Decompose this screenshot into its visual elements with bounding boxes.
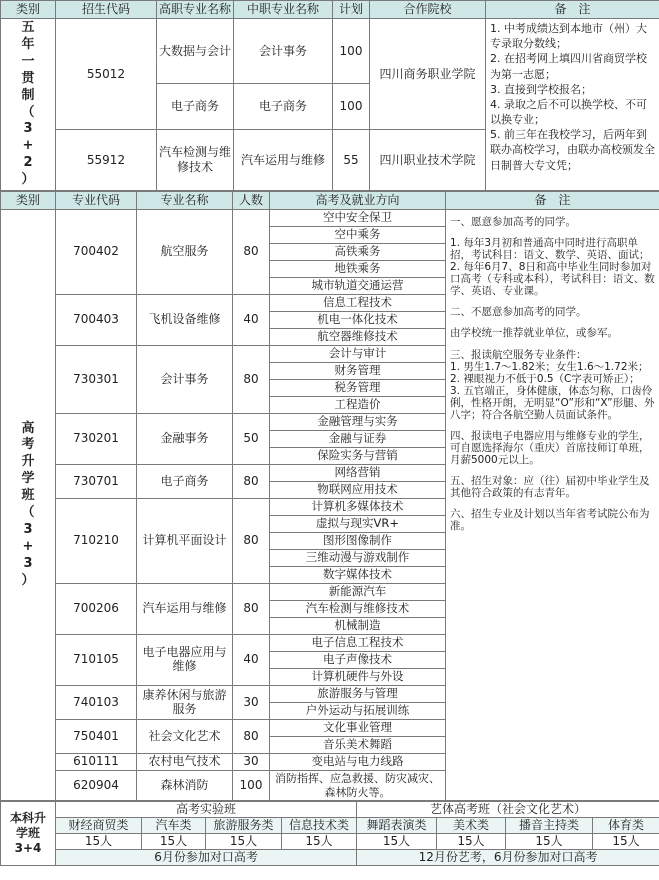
undergrad-title-row [1,802,659,818]
class-count: 15人 [282,834,357,850]
career-direction: 文化事业管理 [270,720,446,737]
header-category: 类别 [1,1,56,19]
art-sports-exam-note: 12月份艺考，6月份参加对口高考 [357,850,659,866]
secondary-major: 汽车运用与维修 [234,130,333,191]
class-name: 舞蹈表演类 [357,818,437,834]
major-name: 会计事务 [137,346,233,414]
college-major: 大数据与会计 [157,19,234,84]
class-name: 体育类 [593,818,659,834]
header-remarks: 备 注 [446,192,659,210]
class-name: 汽车类 [142,818,206,834]
note-line: 4. 录取之后不可以换学校、不可以换专业； [490,97,647,127]
career-direction: 变电站与电力线路 [270,754,446,771]
student-count: 80 [233,210,270,295]
note-line: 2. 每年6月7、8日和高中毕业生同时参加对口高考（专科或本科），考试科目：语文、数学、英语、专业课。 [450,261,655,298]
class-count: 15人 [437,834,506,850]
major-name: 康养休闲与旅游服务 [137,686,233,720]
student-count: 80 [233,584,270,635]
class-name: 播音主持类 [506,818,593,834]
major-code: 730301 [56,346,137,414]
undergrad-count-row [1,834,659,850]
career-direction: 物联网应用技术 [270,482,446,499]
gaokao-category: 高考升学班（3+3） [1,210,56,801]
career-direction: 机电一体化技术 [270,312,446,329]
note-line: 五、招生对象：应（往）届初中毕业学生及其他符合政策的有志青年。 [450,475,650,500]
experimental-exam-note: 6月份参加对口高考 [56,850,357,866]
career-direction: 图形图像制作 [270,533,446,550]
career-direction: 计算机硬件与外设 [270,669,446,686]
header-plan: 计划 [333,1,370,19]
partner-college: 四川职业技术学院 [370,130,486,191]
college-major: 汽车检测与维修技术 [157,130,234,191]
career-direction: 财务管理 [270,363,446,380]
major-name: 农村电气技术 [137,754,233,771]
major-code: 730201 [56,414,137,465]
student-count: 80 [233,346,270,414]
major-code: 700402 [56,210,137,295]
header-college-major: 高职专业名称 [157,1,234,19]
career-direction: 电子信息工程技术 [270,635,446,652]
class-count: 15人 [142,834,206,850]
career-direction: 税务管理 [270,380,446,397]
career-direction: 空中乘务 [270,227,446,244]
enroll-code: 55912 [56,130,157,191]
major-code: 750401 [56,720,137,754]
note-line: 1. 中考成绩达到本地市（州）大专录取分数线； [490,22,647,51]
career-direction: 虚拟与现实VR+ [270,516,446,533]
student-count: 80 [233,465,270,499]
five-year-table [0,0,659,191]
undergrad-class-row [1,818,659,834]
header-major-code: 专业代码 [56,192,137,210]
career-direction: 消防指挥、应急救援、防灾减灾、森林防火等。 [270,771,446,801]
header-partner-college: 合作院校 [370,1,486,19]
career-direction: 金融与证券 [270,431,446,448]
table-row [1,19,659,84]
career-direction: 音乐美术舞蹈 [270,737,446,754]
student-count: 80 [233,499,270,584]
note-line: 四、报读电子电器应用与维修专业的学生，可自愿选择海尔（重庆）首席技师订单班，月薪5000元以上。 [450,429,650,466]
career-direction: 会计与审计 [270,346,446,363]
art-sports-class-title: 艺体高考班（社会文化艺术） [357,802,659,818]
experimental-class-title: 高考实验班 [56,802,357,818]
note-line: 5. 前三年在我校学习，后两年到联办高校学习，由联办高校颁发全日制普大专文凭； [490,128,655,172]
gaokao-notes [446,210,659,801]
note-line: 二、不愿意参加高考的同学。 [450,306,587,319]
student-count: 30 [233,686,270,720]
class-count: 15人 [357,834,437,850]
class-name: 信息技术类 [282,818,357,834]
five-year-header-row [1,1,659,19]
table-row [1,210,659,227]
gaokao-header-row [1,192,659,210]
career-direction: 三维动漫与游戏制作 [270,550,446,567]
class-count: 15人 [506,834,593,850]
note-line: 三、报读航空服务专业条件： [450,348,587,361]
career-direction: 高铁乘务 [270,244,446,261]
note-line: 由学校统一推荐就业单位，或参军。 [450,327,618,340]
secondary-major: 电子商务 [234,84,333,130]
gaokao-table [0,191,659,801]
header-secondary-major: 中职专业名称 [234,1,333,19]
career-direction: 户外运动与拓展训练 [270,703,446,720]
header-major-name: 专业名称 [137,192,233,210]
header-enroll-code: 招生代码 [56,1,157,19]
major-code: 710210 [56,499,137,584]
career-direction: 地铁乘务 [270,261,446,278]
plan-count: 55 [333,130,370,191]
note-line: 3. 直接到学校报名； [490,82,592,96]
career-direction: 数字媒体技术 [270,567,446,584]
career-direction: 电子声像技术 [270,652,446,669]
undergrad-category: 本科升学班3+4 [1,802,56,866]
major-name: 电子商务 [137,465,233,499]
career-direction: 机械制造 [270,618,446,635]
career-direction: 新能源汽车 [270,584,446,601]
major-name: 飞机设备维修 [137,295,233,346]
note-line: 一、愿意参加高考的同学。 [450,216,576,228]
note-line: 3. 五官端正，身体健康，体态匀称，口齿伶俐，性格开朗，无明显“O”形和“X”形腿、外八字；符合各航空勤人员面试条件。 [450,384,655,421]
note-line: 六、招生专业及计划以当年省考试院公布为准。 [450,508,650,533]
plan-count: 100 [333,84,370,130]
career-direction: 计算机多媒体技术 [270,499,446,516]
major-name: 社会文化艺术 [137,720,233,754]
major-code: 610111 [56,754,137,771]
secondary-major: 会计事务 [234,19,333,84]
career-direction: 保险实务与营销 [270,448,446,465]
note-line: 2. 在招考网上填四川省商贸学校为第一志愿； [490,52,647,81]
career-direction: 信息工程技术 [270,295,446,312]
career-direction: 工程造价 [270,397,446,414]
note-line: 1. 每年3月初和普通高中同时进行高职单招，考试科目：语文、数学、英语、面试； [450,237,650,262]
partner-college: 四川商务职业学院 [370,19,486,130]
major-name: 电子电器应用与维修 [137,635,233,686]
class-name: 旅游服务类 [206,818,282,834]
undergrad-exam-row [1,850,659,866]
college-major: 电子商务 [157,84,234,130]
major-name: 航空服务 [137,210,233,295]
plan-count: 100 [333,19,370,84]
student-count: 100 [233,771,270,801]
career-direction: 金融管理与实务 [270,414,446,431]
major-name: 金融事务 [137,414,233,465]
header-category: 类别 [1,192,56,210]
class-name: 美术类 [437,818,506,834]
major-code: 700206 [56,584,137,635]
class-count: 15人 [56,834,142,850]
five-year-notes [486,19,659,191]
header-remarks: 备 注 [486,1,659,19]
career-direction: 航空器维修技术 [270,329,446,346]
class-name: 财经商贸类 [56,818,142,834]
student-count: 50 [233,414,270,465]
header-direction: 高考及就业方向 [270,192,446,210]
student-count: 80 [233,720,270,754]
career-direction: 城市轨道交通运营 [270,278,446,295]
class-count: 15人 [206,834,282,850]
career-direction: 空中安全保卫 [270,210,446,227]
enroll-code: 55012 [56,19,157,130]
student-count: 40 [233,295,270,346]
major-code: 620904 [56,771,137,801]
note-line: 1. 男生1.7～1.82米；女生1.6～1.72米； [450,360,649,373]
career-direction: 汽车检测与维修技术 [270,601,446,618]
five-year-category: 五年一贯制（3+2） [1,19,56,191]
student-count: 30 [233,754,270,771]
note-line: 2. 裸眼视力不低于0.5（C字表可矫正）； [450,372,640,385]
major-code: 740103 [56,686,137,720]
class-count: 15人 [593,834,659,850]
major-code: 700403 [56,295,137,346]
career-direction: 旅游服务与管理 [270,686,446,703]
student-count: 40 [233,635,270,686]
major-name: 森林消防 [137,771,233,801]
major-name: 汽车运用与维修 [137,584,233,635]
undergrad-table [0,801,659,866]
career-direction: 网络营销 [270,465,446,482]
header-count: 人数 [233,192,270,210]
major-code: 710105 [56,635,137,686]
major-name: 计算机平面设计 [137,499,233,584]
major-code: 730701 [56,465,137,499]
